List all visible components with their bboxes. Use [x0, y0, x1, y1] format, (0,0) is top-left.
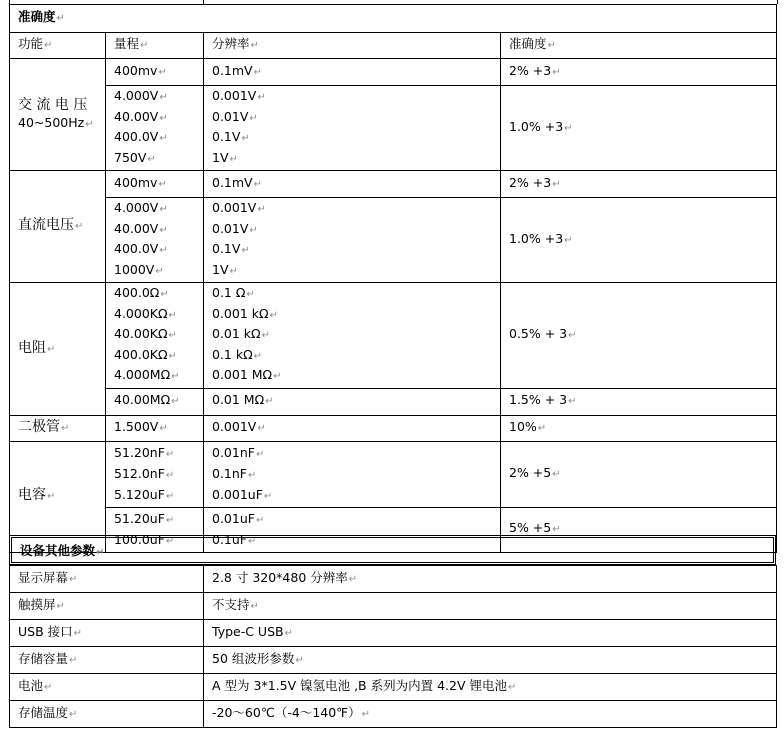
paragraph-mark-icon: ↵ — [295, 654, 304, 666]
capacitance-label: 电容↵ — [10, 441, 106, 552]
param-value: 不支持↵ — [204, 593, 777, 620]
paragraph-mark-icon: ↵ — [168, 330, 177, 341]
param-label: 电池↵ — [10, 674, 204, 701]
accuracy-table — [9, 4, 777, 553]
paragraph-mark-icon: ↵ — [165, 514, 175, 526]
paragraph-mark-icon: ↵ — [265, 396, 274, 408]
paragraph-mark-icon: ↵ — [85, 118, 94, 130]
capacitance-resolutions-2: 0.01uF↵ 0.1uF↵ — [204, 507, 501, 552]
ac-resolution-1: 0.1mV↵ — [204, 59, 501, 86]
dc-accuracy-2: 1.0% +3↵ — [501, 198, 777, 283]
paragraph-mark-icon: ↵ — [248, 535, 257, 547]
param-label: 存储容量↵ — [10, 647, 204, 674]
other-params-section-title: 设备其他参数↵ — [9, 535, 776, 565]
paragraph-mark-icon: ↵ — [171, 371, 180, 382]
paragraph-mark-icon: ↵ — [253, 178, 262, 190]
paragraph-mark-icon: ↵ — [284, 627, 293, 639]
resistance-accuracy-1: 0.5% + 3↵ — [501, 283, 777, 389]
paragraph-mark-icon: ↵ — [568, 396, 577, 408]
paragraph-mark-icon: ↵ — [96, 547, 105, 558]
param-value: Type-C USB↵ — [204, 620, 777, 647]
accuracy-section-title: 准确度↵ — [10, 5, 777, 33]
ac-resolutions-2: 0.001V↵ 0.01V↵ 0.1V↵ 1V↵ — [204, 86, 501, 171]
capacitance-accuracy-2: 5% +5↵ — [501, 507, 777, 552]
paragraph-mark-icon: ↵ — [140, 40, 149, 52]
param-value: 50 组波形参数↵ — [204, 647, 777, 674]
resistance-ranges-1: 400.0Ω↵ 4.000KΩ↵ 40.00KΩ↵ 400.0KΩ↵ 4.000MΩ↵ — [106, 283, 204, 389]
paragraph-mark-icon: ↵ — [248, 469, 257, 481]
param-value: -20～60℃（-4～140℉）↵ — [204, 701, 777, 728]
ac-ranges-2: 4.000V↵ 40.00V↵ 400.0V↵ 750V↵ — [106, 86, 204, 171]
resistance-accuracy-2: 1.5% + 3↵ — [501, 388, 777, 415]
diode-label: 二极管↵ — [10, 415, 106, 441]
param-label: 显示屏幕↵ — [10, 566, 204, 593]
paragraph-mark-icon: ↵ — [160, 289, 169, 300]
table-row — [10, 566, 777, 593]
paragraph-mark-icon: ↵ — [159, 224, 168, 236]
header-function: 功能↵ — [10, 33, 106, 59]
paragraph-mark-icon: ↵ — [552, 66, 561, 78]
paragraph-mark-icon: ↵ — [69, 573, 78, 585]
resistance-resolutions-1: 0.1 Ω↵ 0.001 kΩ↵ 0.01 kΩ↵ 0.1 kΩ↵ 0.001 MΩ↵ — [204, 283, 501, 389]
paragraph-mark-icon: ↵ — [250, 40, 259, 52]
paragraph-mark-icon: ↵ — [348, 573, 358, 585]
paragraph-mark-icon: ↵ — [253, 350, 263, 362]
paragraph-mark-icon: ↵ — [168, 350, 177, 362]
paragraph-mark-icon: ↵ — [159, 92, 168, 103]
paragraph-mark-icon: ↵ — [158, 66, 167, 78]
paragraph-mark-icon: ↵ — [507, 681, 517, 693]
paragraph-mark-icon: ↵ — [56, 600, 65, 612]
param-value: A 型为 3*1.5V 镍氢电池 ,B 系列为内置 4.2V 锂电池↵ — [204, 674, 777, 701]
param-label: USB 接口↵ — [10, 620, 204, 647]
paragraph-mark-icon: ↵ — [229, 153, 238, 165]
table-row — [10, 674, 777, 701]
paragraph-mark-icon: ↵ — [257, 422, 266, 434]
paragraph-mark-icon: ↵ — [552, 178, 561, 190]
paragraph-mark-icon: ↵ — [56, 13, 65, 25]
param-label: 触摸屏↵ — [10, 593, 204, 620]
paragraph-mark-icon: ↵ — [255, 448, 265, 460]
dc-resolution-1: 0.1mV↵ — [204, 171, 501, 198]
capacitance-resolutions-1: 0.01nF↵ 0.1nF↵ 0.001uF↵ — [204, 441, 501, 507]
diode-range: 1.500V↵ — [106, 415, 204, 441]
paragraph-mark-icon: ↵ — [552, 524, 561, 536]
paragraph-mark-icon: ↵ — [269, 309, 278, 321]
paragraph-mark-icon: ↵ — [255, 514, 265, 526]
paragraph-mark-icon: ↵ — [250, 600, 259, 612]
paragraph-mark-icon: ↵ — [552, 468, 561, 480]
capacitance-ranges-2: 51.20uF↵ 100.0uF↵ — [106, 507, 204, 552]
paragraph-mark-icon: ↵ — [159, 133, 168, 144]
paragraph-mark-icon: ↵ — [171, 396, 180, 408]
paragraph-mark-icon: ↵ — [361, 708, 370, 720]
paragraph-mark-icon: ↵ — [257, 92, 266, 103]
paragraph-mark-icon: ↵ — [158, 178, 167, 190]
resistance-label: 电阻↵ — [10, 283, 106, 416]
diode-accuracy: 10%↵ — [501, 415, 777, 441]
paragraph-mark-icon: ↵ — [165, 490, 175, 502]
paragraph-mark-icon: ↵ — [249, 112, 258, 124]
ac-accuracy-1: 2% +3↵ — [501, 59, 777, 86]
paragraph-mark-icon: ↵ — [47, 343, 56, 355]
paragraph-mark-icon: ↵ — [257, 204, 266, 215]
paragraph-mark-icon: ↵ — [241, 133, 250, 144]
table-row — [10, 620, 777, 647]
ac-range-1: 400mv↵ — [106, 59, 204, 86]
paragraph-mark-icon: ↵ — [246, 289, 255, 300]
resistance-range-2: 40.00MΩ↵ — [106, 388, 204, 415]
paragraph-mark-icon: ↵ — [44, 40, 53, 52]
dc-accuracy-1: 2% +3↵ — [501, 171, 777, 198]
paragraph-mark-icon: ↵ — [75, 221, 84, 233]
paragraph-mark-icon: ↵ — [159, 204, 168, 215]
paragraph-mark-icon: ↵ — [568, 330, 577, 341]
paragraph-mark-icon: ↵ — [273, 371, 282, 382]
paragraph-mark-icon: ↵ — [229, 265, 238, 277]
paragraph-mark-icon: ↵ — [547, 40, 556, 52]
paragraph-mark-icon: ↵ — [44, 681, 53, 693]
resistance-resolution-2: 0.01 MΩ↵ — [204, 388, 501, 415]
header-accuracy: 准确度↵ — [501, 33, 777, 59]
capacitance-ranges-1: 51.20nF↵ 512.0nF↵ 5.120uF↵ — [106, 441, 204, 507]
paragraph-mark-icon: ↵ — [165, 448, 175, 460]
paragraph-mark-icon: ↵ — [47, 491, 56, 503]
paragraph-mark-icon: ↵ — [241, 245, 250, 256]
dc-ranges-2: 4.000V↵ 40.00V↵ 400.0V↵ 1000V↵ — [106, 198, 204, 283]
diode-resolution: 0.001V↵ — [204, 415, 501, 441]
paragraph-mark-icon: ↵ — [253, 66, 262, 78]
param-label: 存储温度↵ — [10, 701, 204, 728]
ac-accuracy-2: 1.0% +3↵ — [501, 86, 777, 171]
dc-resolutions-2: 0.001V↵ 0.01V↵ 0.1V↵ 1V↵ — [204, 198, 501, 283]
paragraph-mark-icon: ↵ — [159, 112, 168, 124]
paragraph-mark-icon: ↵ — [159, 422, 168, 434]
paragraph-mark-icon: ↵ — [73, 627, 83, 639]
paragraph-mark-icon: ↵ — [69, 654, 78, 666]
paragraph-mark-icon: ↵ — [165, 469, 175, 481]
header-range: 量程↵ — [106, 33, 204, 59]
paragraph-mark-icon: ↵ — [155, 265, 164, 277]
table-row — [10, 701, 777, 728]
paragraph-mark-icon: ↵ — [147, 153, 156, 165]
param-value: 2.8 寸 320*480 分辨率↵ — [204, 566, 777, 593]
ac-voltage-label: 交 流 电 压 40~500Hz↵ — [10, 59, 106, 171]
paragraph-mark-icon: ↵ — [537, 422, 547, 434]
paragraph-mark-icon: ↵ — [261, 330, 270, 341]
capacitance-accuracy-1: 2% +5↵ — [501, 441, 777, 507]
table-row — [10, 593, 777, 620]
dc-range-1: 400mv↵ — [106, 171, 204, 198]
paragraph-mark-icon: ↵ — [159, 245, 168, 256]
paragraph-mark-icon: ↵ — [249, 224, 258, 236]
other-params-table — [9, 565, 777, 728]
header-resolution: 分辨率↵ — [204, 33, 501, 59]
paragraph-mark-icon: ↵ — [263, 490, 273, 502]
paragraph-mark-icon: ↵ — [61, 422, 70, 434]
paragraph-mark-icon: ↵ — [168, 309, 177, 321]
table-row — [10, 647, 777, 674]
paragraph-mark-icon: ↵ — [564, 234, 573, 246]
paragraph-mark-icon: ↵ — [564, 122, 573, 134]
paragraph-mark-icon: ↵ — [165, 535, 175, 547]
paragraph-mark-icon: ↵ — [69, 708, 78, 720]
dc-voltage-label: 直流电压↵ — [10, 171, 106, 283]
